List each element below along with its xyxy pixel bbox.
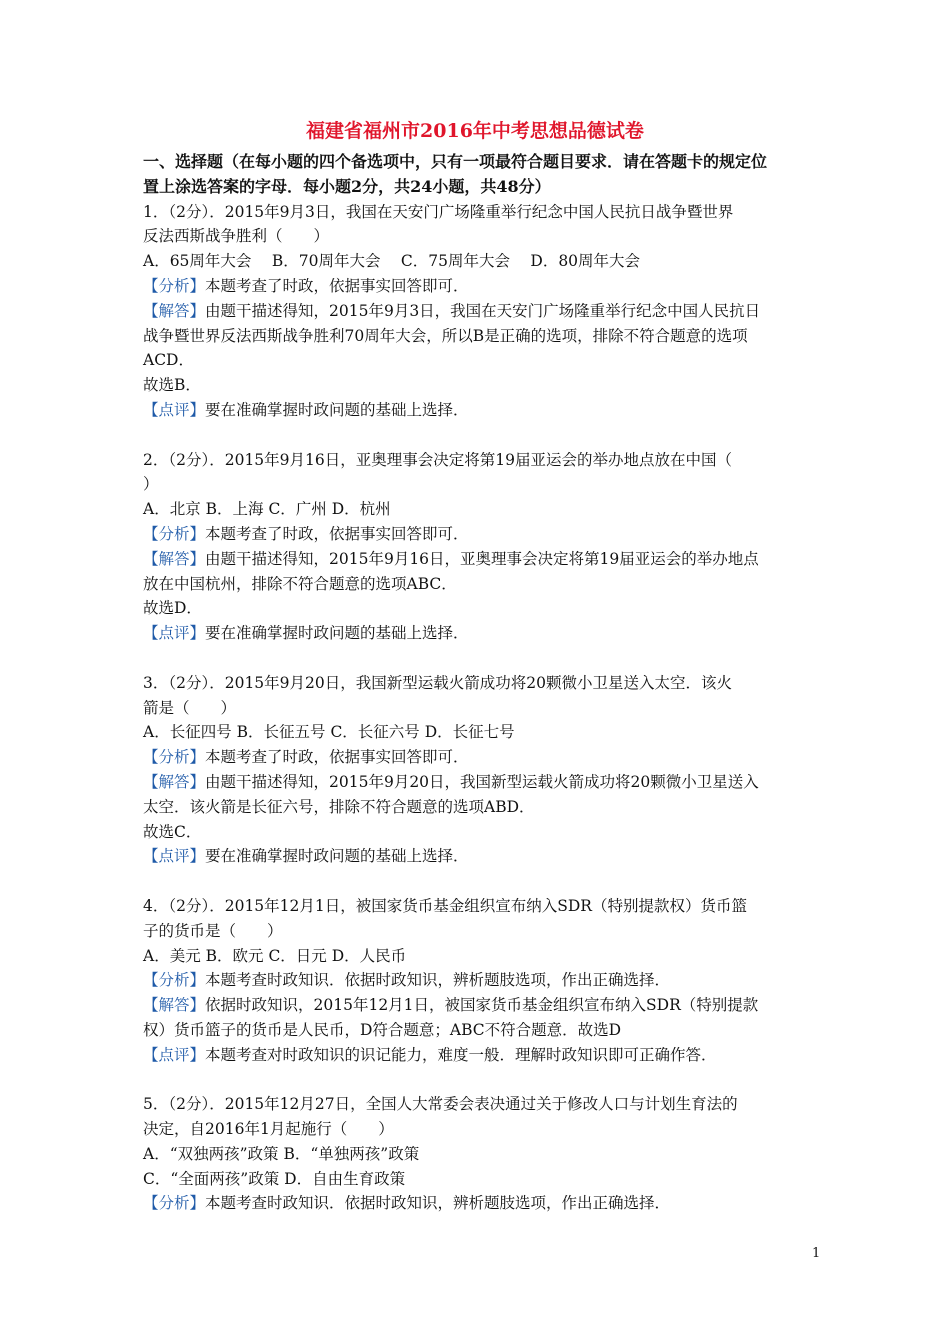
question-block (143, 1092, 813, 1216)
answer-label: 【解答】 (143, 301, 206, 320)
answer-text: 依据时政知识，2015年12月1日，被国家货币基金组织宣布纳入SDR（特别提款 (205, 996, 759, 1015)
question-options: A．美元 B．欧元 C．日元 D．人民币 (143, 946, 407, 965)
question-stem: 箭是（ ） (143, 698, 237, 717)
answer-line (143, 770, 813, 795)
comment-text: 要在准确掌握时政问题的基础上选择． (205, 847, 469, 866)
answer-text: 战争暨世界反法西斯战争胜利70周年大会，所以B是正确的选项，排除不符合题意的选项 (143, 326, 748, 345)
comment-text: 要在准确掌握时政问题的基础上选择． (205, 624, 469, 643)
question-stem: 5．（2分）．2015年12月27日，全国人大常委会表决通过关于修改人口与计划生育法的 (143, 1095, 738, 1114)
answer-label: 【解答】 (143, 549, 206, 568)
answer-choice: 故选C． (143, 822, 202, 841)
answer-choice: 故选D． (143, 599, 202, 618)
answer-label: 【解答】 (143, 996, 206, 1015)
comment-label: 【点评】 (143, 847, 206, 866)
question-options: C．“全面两孩”政策 D．自由生育政策 (143, 1169, 406, 1188)
question-options: A．65周年大会 B．70周年大会 C．75周年大会 D．80周年大会 (143, 252, 641, 271)
answer-text: 太空．该火箭是长征六号，排除不符合题意的选项ABD． (143, 797, 535, 816)
analysis-label: 【分析】 (143, 524, 206, 543)
analysis-line (143, 522, 813, 547)
question-stem: 决定，自2016年1月起施行（ ） (143, 1120, 394, 1139)
question-stem: 4．（2分）．2015年12月1日，被国家货币基金组织宣布纳入SDR（特别提款权）货币篮 (143, 896, 747, 915)
question-stem: ） (143, 475, 159, 494)
answer-label: 【解答】 (143, 772, 206, 791)
section-heading-line: 一、选择题（在每小题的四个备选项中，只有一项最符合题目要求．请在答题卡的规定位 (143, 152, 768, 171)
analysis-text: 本题考查时政知识．依据时政知识，辨析题肢选项，作出正确选择． (205, 1194, 671, 1213)
question-stem: 反法西斯战争胜利（ ） (143, 227, 330, 246)
answer-text: ACD． (143, 351, 194, 370)
answer-line (143, 993, 813, 1018)
analysis-label: 【分析】 (143, 1194, 206, 1213)
comment-label: 【点评】 (143, 624, 206, 643)
answer-text: 放在中国杭州，排除不符合题意的选项ABC． (143, 574, 457, 593)
question-block (143, 448, 813, 646)
answer-choice: 故选B． (143, 376, 201, 395)
page-number: 1 (812, 1246, 821, 1261)
comment-line (143, 1043, 813, 1068)
analysis-line (143, 968, 813, 993)
comment-line (143, 844, 813, 869)
analysis-text: 本题考查了时政，依据事实回答即可． (205, 524, 469, 543)
answer-line (143, 299, 813, 324)
analysis-line (143, 1191, 813, 1216)
document-body (143, 150, 813, 1216)
question-stem: 3．（2分）．2015年9月20日，我国新型运载火箭成功将20颗微小卫星送入太空．该火 (143, 673, 732, 692)
comment-text: 本题考查对时政知识的识记能力，难度一般．理解时政知识即可正确作答． (205, 1045, 717, 1064)
analysis-label: 【分析】 (143, 748, 206, 767)
answer-text: 由题干描述得知，2015年9月16日，亚奥理事会决定将第19届亚运会的举办地点 (205, 549, 759, 568)
comment-label: 【点评】 (143, 1045, 206, 1064)
analysis-label: 【分析】 (143, 971, 206, 990)
page-title: 福建省福州市2016年中考思想品德试卷 (306, 120, 644, 142)
question-stem: 1．（2分）．2015年9月3日，我国在天安门广场隆重举行纪念中国人民抗日战争暨世界 (143, 202, 734, 221)
question-block (143, 200, 813, 423)
question-options: A．“双独两孩”政策 B．“单独两孩”政策 (143, 1144, 420, 1163)
answer-text: 由题干描述得知，2015年9月20日，我国新型运载火箭成功将20颗微小卫星送入 (205, 772, 759, 791)
question-stem: 子的货币是（ ） (143, 921, 283, 940)
analysis-line (143, 745, 813, 770)
analysis-text: 本题考查了时政，依据事实回答即可． (205, 748, 469, 767)
answer-text: 由题干描述得知，2015年9月3日，我国在天安门广场隆重举行纪念中国人民抗日 (205, 301, 761, 320)
answer-text: 权）货币篮子的货币是人民币，D符合题意；ABC不符合题意．故选D (143, 1020, 622, 1039)
comment-text: 要在准确掌握时政问题的基础上选择． (205, 400, 469, 419)
analysis-text: 本题考查了时政，依据事实回答即可． (205, 276, 469, 295)
question-block (143, 894, 813, 1068)
question-block (143, 671, 813, 869)
comment-line (143, 621, 813, 646)
comment-line (143, 398, 813, 423)
question-options: A．北京 B．上海 C．广州 D．杭州 (143, 500, 391, 519)
analysis-text: 本题考查时政知识．依据时政知识，辨析题肢选项，作出正确选择． (205, 971, 671, 990)
answer-line (143, 547, 813, 572)
section-heading-line: 置上涂选答案的字母．每小题2分，共24小题，共48分） (143, 176, 551, 196)
analysis-label: 【分析】 (143, 276, 206, 295)
comment-label: 【点评】 (143, 400, 206, 419)
analysis-line (143, 274, 813, 299)
question-options: A．长征四号 B．长征五号 C．长征六号 D．长征七号 (143, 723, 515, 742)
question-stem: 2．（2分）．2015年9月16日，亚奥理事会决定将第19届亚运会的举办地点放在中国（ (143, 450, 732, 469)
